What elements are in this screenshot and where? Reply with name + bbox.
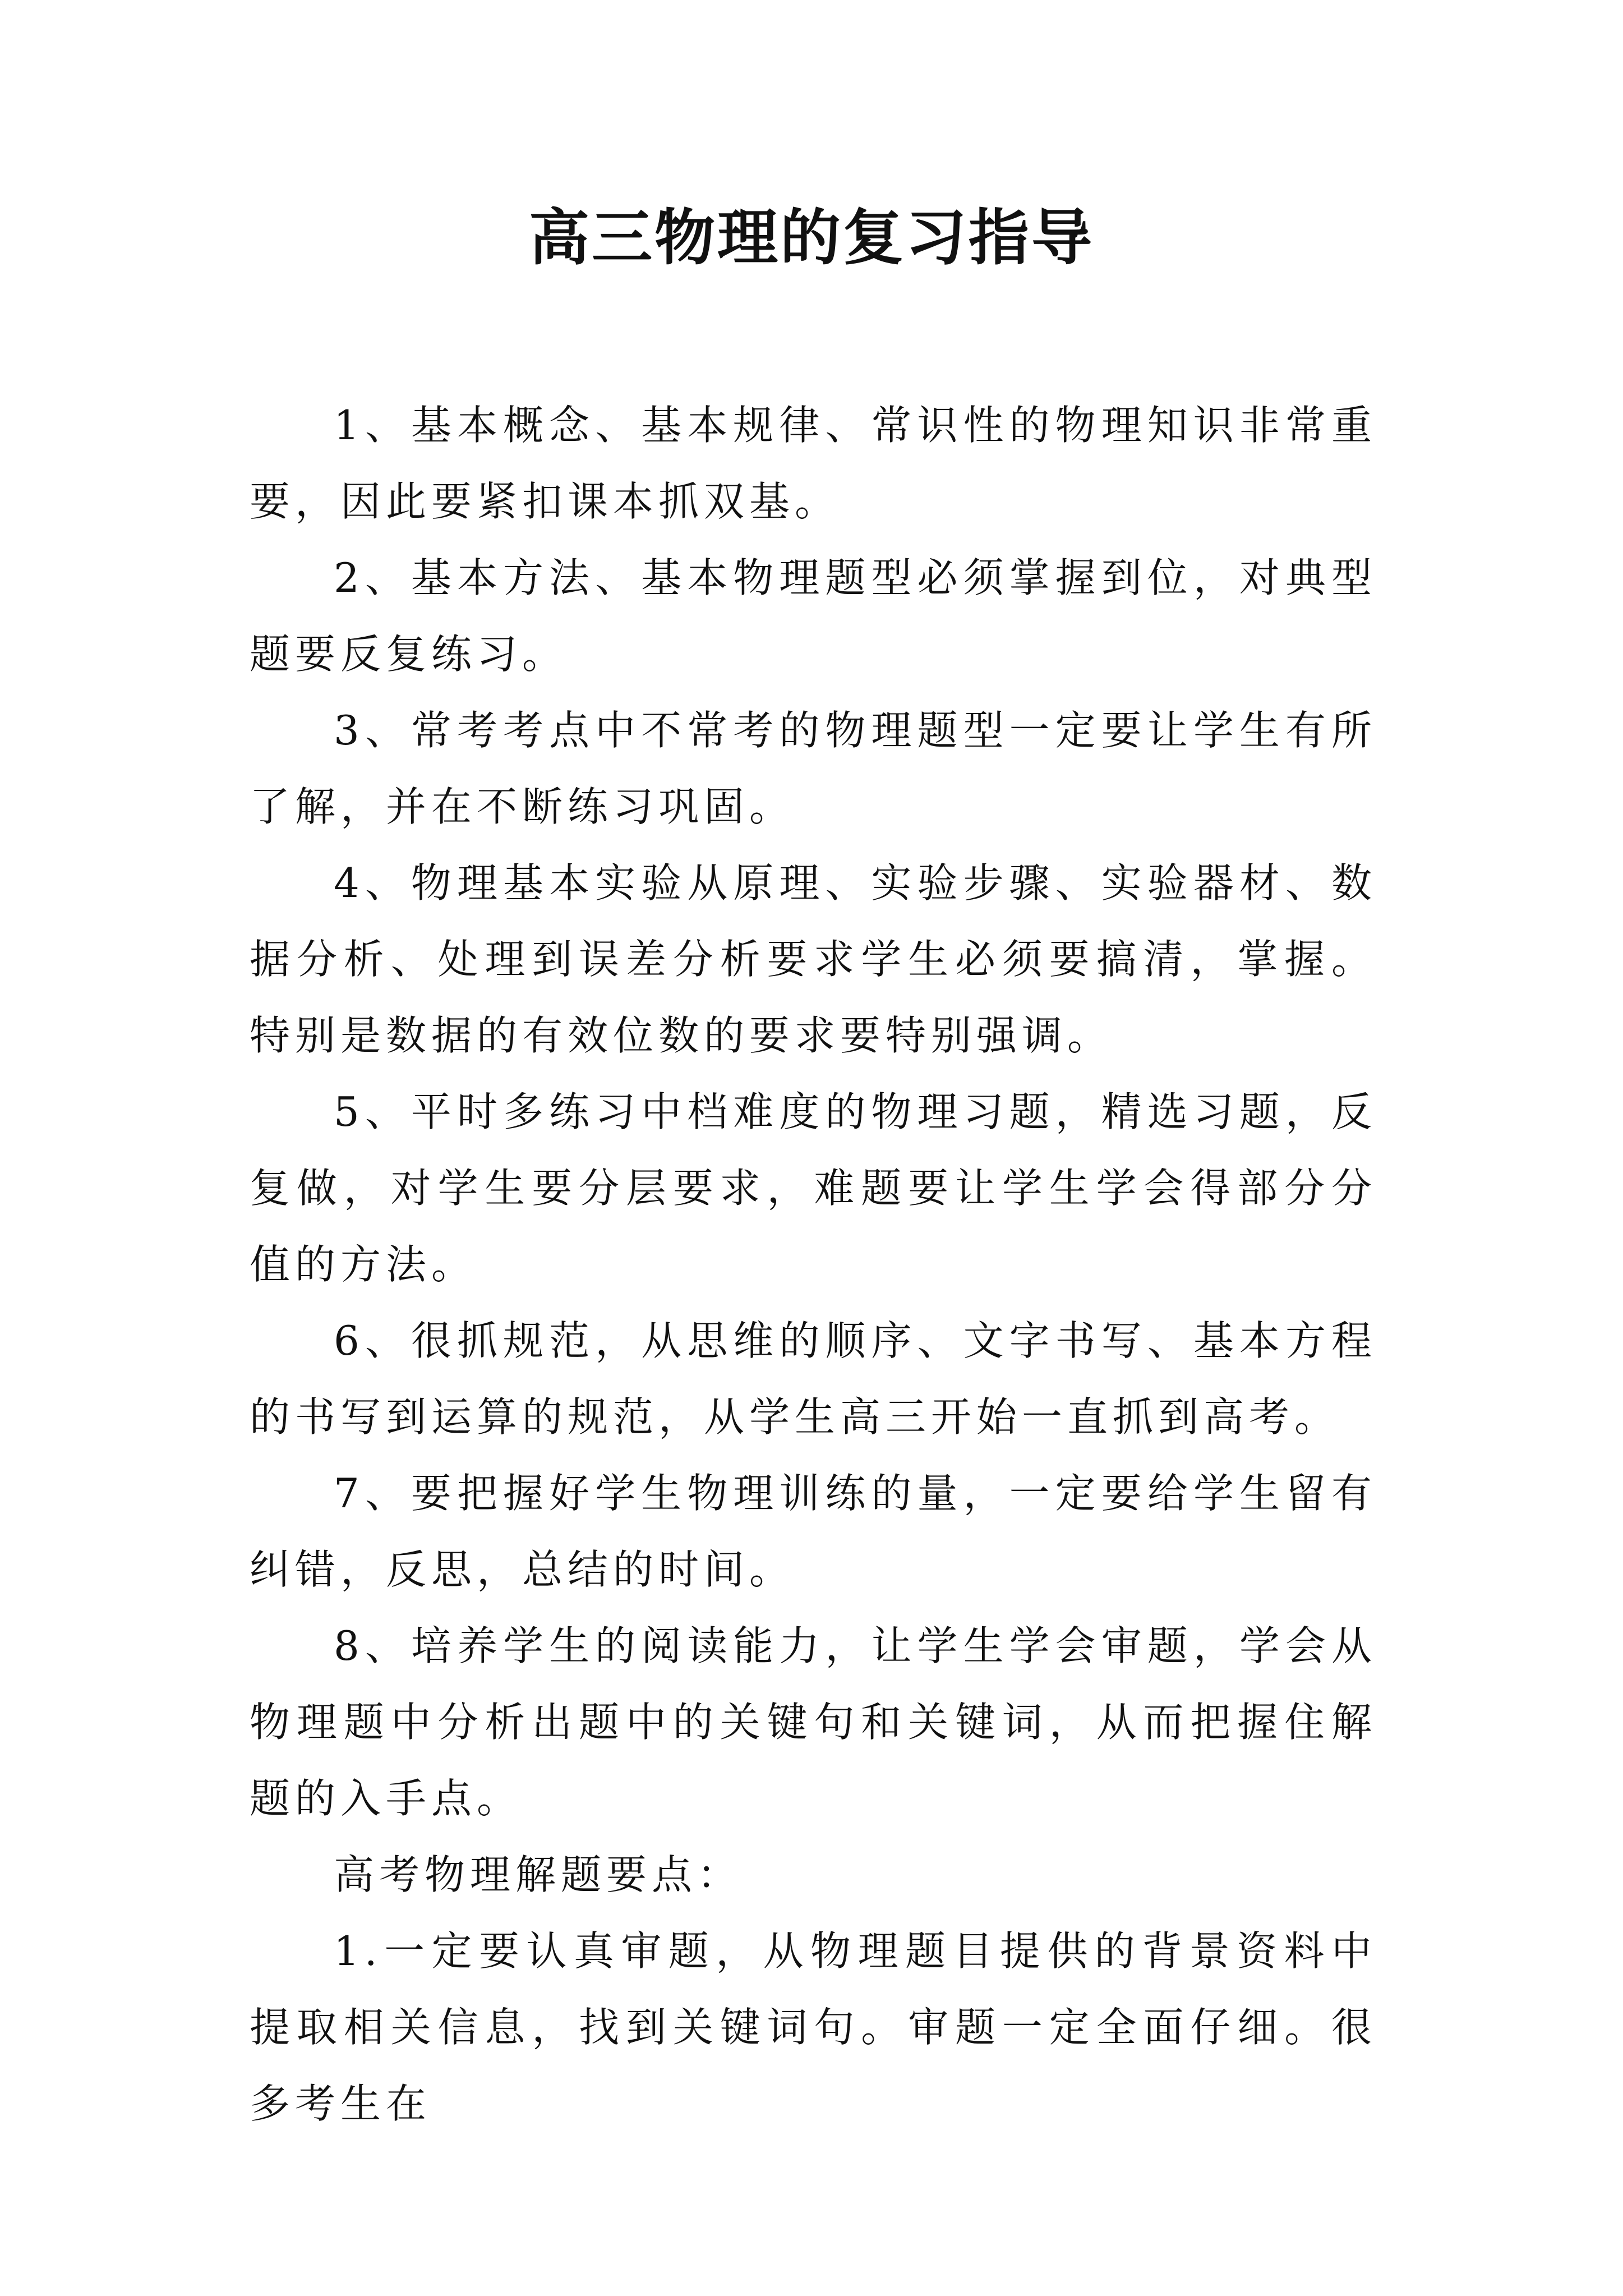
paragraph-6: 6、很抓规范，从思维的顺序、文字书写、基本方程的书写到运算的规范，从学生高三开始一直抓到高考。 [250,1317,1377,1441]
paragraph-1: 1、基本概念、基本规律、常识性的物理知识非常重要，因此要紧扣课本抓双基。 [250,402,1377,525]
paragraph-8: 8、培养学生的阅读能力，让学生学会审题，学会从物理题中分析出题中的关键句和关键词，从而把握住解题的入手点。 [250,1622,1377,1822]
paragraph-9: 1.一定要认真审题，从物理题目提供的背景资料中提取相关信息，找到关键词句。审题一定全面仔细。很多考生在 [250,1927,1377,2127]
document-title: 高三物理的复习指导 [528,203,1094,273]
paragraph-4: 4、物理基本实验从原理、实验步骤、实验器材、数据分析、处理到误差分析要求学生必须要搞清，掌握。特别是数据的有效位数的要求要特别强调。 [250,859,1377,1059]
document-body [250,387,1377,2142]
paragraph-3: 3、常考考点中不常考的物理题型一定要让学生有所了解，并在不断练习巩固。 [250,707,1377,830]
paragraph-5: 5、平时多练习中档难度的物理习题，精选习题，反复做，对学生要分层要求，难题要让学生学会得部分分值的方法。 [250,1088,1377,1288]
paragraph-2: 2、基本方法、基本物理题型必须掌握到位，对典型题要反复练习。 [250,554,1377,678]
section-heading: 高考物理解题要点： [334,1851,743,1898]
paragraph-7: 7、要把握好学生物理训练的量，一定要给学生留有纠错，反思，总结的时间。 [250,1470,1377,1593]
